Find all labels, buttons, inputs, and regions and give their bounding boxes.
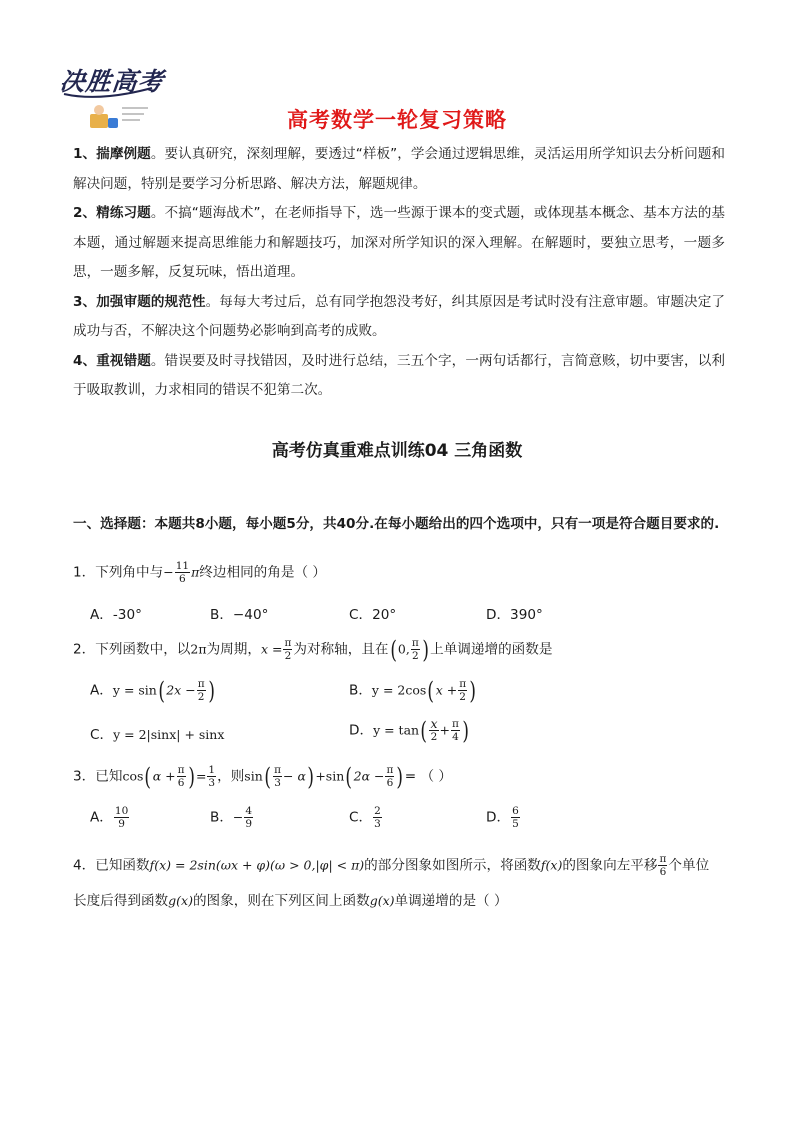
section-title: 高考仿真重难点训练04 三角函数 xyxy=(271,441,523,461)
minus-sign: − xyxy=(232,809,244,825)
q1-frac-den: 6 xyxy=(179,573,186,585)
tip-body: 。错误要及时寻找错因，及时进行总结，三五个字，一两句话都行，言简意赅，切中要害，以利于吸取教训，力求相同的错误不犯第二次。 xyxy=(73,352,725,398)
option-label: A． xyxy=(90,809,113,826)
q2-axis-fraction xyxy=(283,637,292,662)
q1-frac-num: 11 xyxy=(175,560,190,572)
right-paren: ) xyxy=(396,762,404,791)
q1-fraction xyxy=(175,560,190,585)
question-2 xyxy=(73,637,733,662)
q3-prefix: 3．已知 xyxy=(73,768,123,785)
q1-pi: π xyxy=(191,564,200,580)
left-paren: ( xyxy=(144,762,152,791)
frac-den: 3 xyxy=(274,777,281,789)
q4-mid2: 的图象向左平移 xyxy=(562,857,658,874)
frac-den: 2 xyxy=(459,691,466,703)
frac-num: 10 xyxy=(114,805,129,817)
option-label: C． xyxy=(90,727,114,743)
frac-den: 6 xyxy=(659,866,667,878)
option-fraction xyxy=(244,805,253,830)
question-1 xyxy=(73,560,733,585)
option-label: B． xyxy=(349,682,372,699)
frac-num: 2 xyxy=(374,805,381,817)
q4-prefix: 4．已知函数 xyxy=(73,857,150,874)
frac-den: 2 xyxy=(430,731,438,743)
frac-num: π xyxy=(274,764,282,776)
q3-suffix: = （ ） xyxy=(404,768,452,785)
tip-2 xyxy=(73,199,725,288)
option-fraction xyxy=(114,805,129,830)
left-paren: ( xyxy=(158,676,165,705)
q2-int-den: 2 xyxy=(411,650,419,662)
q2-option-d[interactable] xyxy=(349,718,470,743)
frac-den: 3 xyxy=(374,818,381,830)
part-heading: 一、选择题：本题共8小题，每小题5分，共40分.在每小题给出的四个选项中，只有一项是符合题目要求的. xyxy=(73,516,720,532)
q2-axis-num: π xyxy=(284,637,292,649)
left-paren: ( xyxy=(420,716,428,745)
right-paren: ) xyxy=(469,676,477,705)
q3-option-d[interactable] xyxy=(486,805,521,830)
q2-mid2: 为对称轴，且在 xyxy=(293,641,389,658)
tip-body: 。要认真研究，深刻理解，要透过“样板”，学会通过逻辑思维，灵活运用所学知识去分析问题和解决问题，特别是要学习分析思路、解决方法，解题规律。 xyxy=(73,146,725,192)
q2-int-num: π xyxy=(411,637,419,649)
frac-num: π xyxy=(197,678,205,690)
right-paren: ) xyxy=(307,762,314,791)
frac-num: π xyxy=(452,718,459,730)
right-paren: ) xyxy=(187,762,195,791)
q3-mid: ，则 xyxy=(217,768,245,785)
q3-s2-inner: 2α − xyxy=(353,768,385,784)
option-label: B． xyxy=(210,809,233,826)
option-fraction xyxy=(451,718,460,743)
tip-body: 。不搞“题海战术”，在老师指导下，选一些源于课本的变式题，或体现基本概念、基本方法的基本题，通过解题来提高思维能力和解题技巧，加深对所学知识的深入理解。在解题时，要独立思考，一题多思，一题多解，反复玩味，悟出道理。 xyxy=(73,205,725,280)
frac-den: 3 xyxy=(208,777,216,789)
frac-num: x xyxy=(430,716,438,731)
tip-1 xyxy=(73,140,725,199)
left-paren: ( xyxy=(345,762,353,791)
q2-int-fraction xyxy=(411,637,420,662)
equals-sign: = xyxy=(195,768,207,784)
q3-sin1: sin xyxy=(244,768,263,784)
q2-suffix: 上单调递增的函数是 xyxy=(430,641,553,658)
tip-heading: 3、加强审题的规范性 xyxy=(73,293,206,310)
right-paren: ) xyxy=(208,676,215,705)
q2-option-a[interactable] xyxy=(90,678,216,703)
q2-option-c[interactable] xyxy=(90,723,224,743)
option-fraction xyxy=(458,678,467,703)
q3-cos-fraction xyxy=(177,764,186,789)
frac-den: 9 xyxy=(118,818,125,830)
logo-text: 决胜高考 xyxy=(58,67,166,96)
q2-prefix: 2．下列函数中，以 xyxy=(73,641,191,658)
frac-den: 6 xyxy=(386,777,394,789)
option-fraction xyxy=(373,805,382,830)
option-expr: y = tan xyxy=(373,722,420,738)
frac-num: π xyxy=(459,678,467,690)
right-paren: ) xyxy=(422,635,429,664)
q3-sin2: sin xyxy=(325,768,345,784)
q4-function: f(x) = 2sin(ωx + φ)(ω > 0,|φ| < π) xyxy=(149,857,365,873)
q3-value-fraction xyxy=(207,764,216,789)
q4-fx: f(x) xyxy=(540,857,563,873)
option-expr: y = 2|sinx| + sinx xyxy=(113,727,225,742)
frac-num: 4 xyxy=(245,805,253,817)
q2-option-b[interactable] xyxy=(349,678,477,703)
q1-option-c[interactable]: C．20° xyxy=(349,607,397,623)
q2-axis-den: 2 xyxy=(284,650,292,662)
q3-option-b[interactable] xyxy=(210,805,254,830)
plus-sign: + xyxy=(439,722,450,738)
q4-line2-mid: 的图象，则在下列区间上函数 xyxy=(192,893,370,909)
q1-option-b[interactable]: B．−40° xyxy=(210,607,269,623)
plus-sign: + xyxy=(315,768,326,784)
question-4 xyxy=(73,853,733,878)
frac-num: π xyxy=(659,853,667,865)
question-3 xyxy=(73,764,733,789)
option-label: D． xyxy=(486,809,511,826)
q2-period: 2π xyxy=(190,641,207,657)
q2-mid1: 为周期， xyxy=(206,641,261,658)
q2-int-lead: 0, xyxy=(397,641,410,657)
frac-den: 6 xyxy=(177,777,185,789)
q1-option-a[interactable]: A．-30° xyxy=(90,607,142,623)
question-4-line-2 xyxy=(73,890,733,912)
frac-den: 4 xyxy=(452,731,459,743)
left-paren: ( xyxy=(427,676,435,705)
option-fraction xyxy=(197,678,206,703)
option-inner: x + xyxy=(435,682,458,698)
q3-cos: cos xyxy=(122,768,144,784)
option-inner: 2x − xyxy=(166,682,196,698)
tip-heading: 4、重视错题 xyxy=(73,352,151,369)
tip-heading: 2、精练习题 xyxy=(73,205,151,221)
main-title: 高考数学一轮复习策略 xyxy=(287,108,507,132)
q4-gx: g(x) xyxy=(168,893,193,908)
q1-option-d[interactable]: D．390° xyxy=(486,607,543,623)
option-label: D． xyxy=(349,722,374,739)
q4-shift-fraction xyxy=(658,853,667,878)
q3-s1-fraction xyxy=(273,764,282,789)
frac-num: π xyxy=(386,764,394,776)
left-paren: ( xyxy=(264,762,271,791)
study-tips xyxy=(73,140,725,406)
frac-den: 9 xyxy=(245,818,253,830)
q4-gx2: g(x) xyxy=(369,893,395,908)
q1-prefix: 1．下列角中与 xyxy=(73,564,164,581)
option-label: C． xyxy=(349,809,373,826)
option-expr: y = sin xyxy=(112,682,157,698)
q2-axis-var: x = xyxy=(260,641,283,657)
tip-3 xyxy=(73,288,725,347)
q1-suffix: 终边相同的角是（ ） xyxy=(199,564,326,581)
tip-heading: 1、揣摩例题 xyxy=(73,146,151,162)
frac-den: 5 xyxy=(512,818,519,830)
frac-den: 2 xyxy=(197,691,205,703)
q3-s1-tail: − α xyxy=(283,768,306,784)
q3-option-c[interactable] xyxy=(349,805,383,830)
q1-neg: − xyxy=(163,564,174,580)
frac-num: π xyxy=(177,764,185,776)
q4-suffix: 个单位 xyxy=(668,857,710,874)
option-expr: y = 2cos xyxy=(371,682,427,698)
option-fraction xyxy=(511,805,520,830)
q4-line2-prefix: 长度后得到函数 xyxy=(73,893,169,909)
q4-line2-suffix: 单调递增的是（ ） xyxy=(394,893,508,909)
tip-body: 。每每大考过后，总有同学抱怨没考好，纠其原因是考试时没有注意审题。审题决定了成功与否，不解决这个问题势必影响到高考的成败。 xyxy=(73,293,725,339)
left-paren: ( xyxy=(389,635,397,664)
frac-num: 6 xyxy=(512,805,519,817)
q3-s2-fraction xyxy=(385,764,394,789)
frac-num: 1 xyxy=(208,764,216,776)
right-paren: ) xyxy=(462,716,469,745)
q3-cos-inner: α + xyxy=(152,768,176,784)
option-label: A． xyxy=(90,682,113,699)
q4-mid: 的部分图象如图所示，将函数 xyxy=(364,857,541,874)
tip-4 xyxy=(73,347,725,406)
q3-option-a[interactable] xyxy=(90,805,130,830)
option-fraction xyxy=(429,718,438,743)
